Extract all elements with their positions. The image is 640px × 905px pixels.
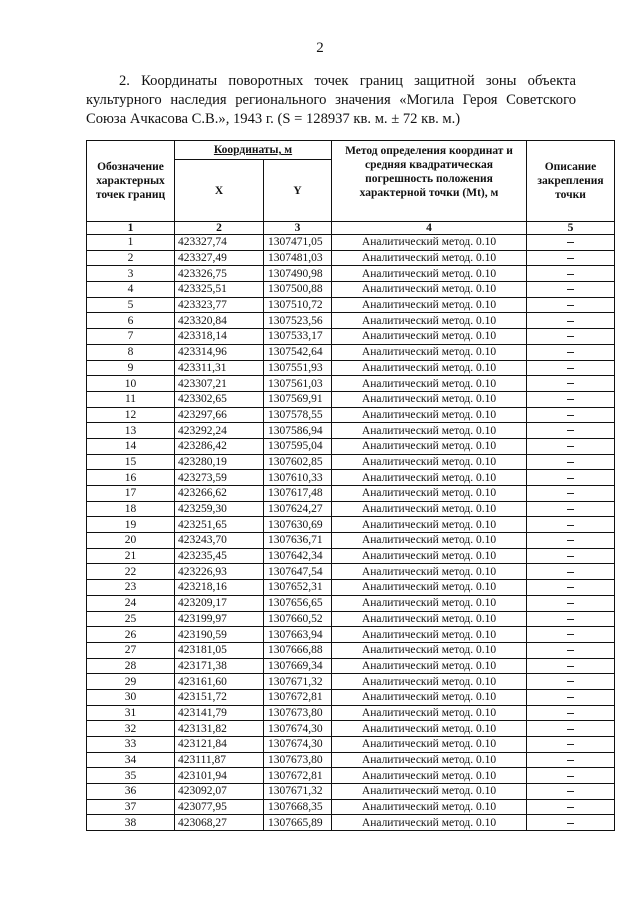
x-coordinate-cell: 423320,84 [175,313,264,329]
dash-mark [567,650,574,651]
table-row [87,799,615,815]
y-coordinate-cell: 1307523,56 [264,313,332,329]
point-number-cell: 28 [87,658,175,674]
x-coordinate-cell: 423199,97 [175,611,264,627]
dash-mark [567,368,574,369]
column-number: 3 [264,222,332,235]
dash-mark [567,776,574,777]
method-cell: Аналитический метод. 0.10 [332,799,527,815]
column-number: 1 [87,222,175,235]
x-coordinate-cell: 423318,14 [175,329,264,345]
table-row [87,658,615,674]
x-coordinate-cell: 423302,65 [175,391,264,407]
description-cell [527,407,615,423]
point-number-cell: 14 [87,438,175,454]
description-cell [527,282,615,298]
description-cell [527,376,615,392]
x-coordinate-cell: 423297,66 [175,407,264,423]
point-number-cell: 2 [87,250,175,266]
table-row [87,250,615,266]
method-cell: Аналитический метод. 0.10 [332,611,527,627]
point-number-cell: 15 [87,454,175,470]
method-cell: Аналитический метод. 0.10 [332,658,527,674]
y-coordinate-cell: 1307652,31 [264,580,332,596]
method-cell: Аналитический метод. 0.10 [332,737,527,753]
x-coordinate-cell: 423092,07 [175,784,264,800]
method-cell: Аналитический метод. 0.10 [332,376,527,392]
x-coordinate-cell: 423280,19 [175,454,264,470]
dash-mark [567,587,574,588]
column-number: 4 [332,222,527,235]
table-row [87,391,615,407]
table-row [87,768,615,784]
x-coordinate-cell: 423311,31 [175,360,264,376]
table-row [87,674,615,690]
method-cell: Аналитический метод. 0.10 [332,391,527,407]
description-cell [527,454,615,470]
description-header: Описание закрепления точки [527,141,615,222]
x-coordinate-cell: 423190,59 [175,627,264,643]
y-coordinate-cell: 1307624,27 [264,501,332,517]
table-row [87,266,615,282]
y-coordinate-cell: 1307561,03 [264,376,332,392]
table-row [87,486,615,502]
dash-mark [567,744,574,745]
dash-mark [567,462,574,463]
table-row [87,329,615,345]
dash-mark [567,760,574,761]
method-cell: Аналитический метод. 0.10 [332,501,527,517]
y-coordinate-cell: 1307586,94 [264,423,332,439]
point-number-cell: 26 [87,627,175,643]
dash-mark [567,383,574,384]
method-cell: Аналитический метод. 0.10 [332,689,527,705]
x-coordinate-cell: 423218,16 [175,580,264,596]
method-cell: Аналитический метод. 0.10 [332,815,527,831]
table-row [87,564,615,580]
method-cell: Аналитический метод. 0.10 [332,595,527,611]
description-cell [527,595,615,611]
method-cell: Аналитический метод. 0.10 [332,407,527,423]
y-coordinate-cell: 1307668,35 [264,799,332,815]
point-number-cell: 13 [87,423,175,439]
dash-mark [567,666,574,667]
dash-mark [567,634,574,635]
method-cell: Аналитический метод. 0.10 [332,721,527,737]
method-cell: Аналитический метод. 0.10 [332,768,527,784]
y-coordinate-cell: 1307673,80 [264,705,332,721]
table-row [87,737,615,753]
table-row [87,642,615,658]
x-coordinate-cell: 423327,74 [175,235,264,251]
dash-mark [567,430,574,431]
description-cell [527,674,615,690]
point-number-cell: 22 [87,564,175,580]
dash-mark [567,274,574,275]
x-coordinate-cell: 423327,49 [175,250,264,266]
description-cell [527,501,615,517]
description-cell [527,344,615,360]
description-cell [527,658,615,674]
point-number-cell: 34 [87,752,175,768]
dash-mark [567,446,574,447]
description-cell [527,235,615,251]
x-coordinate-cell: 423226,93 [175,564,264,580]
point-number-cell: 23 [87,580,175,596]
description-cell [527,642,615,658]
table-row [87,297,615,313]
table-row [87,580,615,596]
point-number-cell: 19 [87,517,175,533]
table-row [87,438,615,454]
dash-mark [567,540,574,541]
point-number-cell: 4 [87,282,175,298]
point-number-cell: 37 [87,799,175,815]
x-coordinate-cell: 423111,87 [175,752,264,768]
point-number-cell: 18 [87,501,175,517]
table-row [87,752,615,768]
description-cell [527,799,615,815]
point-number-cell: 38 [87,815,175,831]
table-row [87,344,615,360]
point-number-cell: 35 [87,768,175,784]
dash-mark [567,791,574,792]
y-coordinate-cell: 1307630,69 [264,517,332,533]
point-number-cell: 6 [87,313,175,329]
dash-mark [567,509,574,510]
table-row [87,235,615,251]
method-cell: Аналитический метод. 0.10 [332,438,527,454]
dash-mark [567,729,574,730]
point-number-cell: 7 [87,329,175,345]
description-cell [527,438,615,454]
y-coordinate-cell: 1307665,89 [264,815,332,831]
description-cell [527,705,615,721]
y-coordinate-cell: 1307666,88 [264,642,332,658]
y-coordinate-cell: 1307471,05 [264,235,332,251]
y-coordinate-cell: 1307673,80 [264,752,332,768]
y-coordinate-cell: 1307663,94 [264,627,332,643]
x-coordinate-cell: 423068,27 [175,815,264,831]
point-number-cell: 8 [87,344,175,360]
dash-mark [567,823,574,824]
method-cell: Аналитический метод. 0.10 [332,250,527,266]
table-row [87,407,615,423]
dash-mark [567,305,574,306]
table-row [87,501,615,517]
x-coordinate-cell: 423323,77 [175,297,264,313]
y-coordinate-cell: 1307578,55 [264,407,332,423]
section-heading: 2. Координаты поворотных точек границ защитной зоны объекта культурного наследия регионального значения «Могила Героя Советского Союза Ачкасова С.В.», 1943 г. (S = 128937 кв. м. ± 72 кв. м.) [86,73,576,127]
table-row [87,360,615,376]
x-coordinate-cell: 423235,45 [175,548,264,564]
x-coordinate-cell: 423273,59 [175,470,264,486]
dash-mark [567,556,574,557]
x-coordinate-cell: 423307,21 [175,376,264,392]
point-number-cell: 5 [87,297,175,313]
point-number-cell: 27 [87,642,175,658]
dash-mark [567,697,574,698]
x-coordinate-cell: 423141,79 [175,705,264,721]
description-cell [527,329,615,345]
dash-mark [567,352,574,353]
table-row [87,517,615,533]
description-cell [527,689,615,705]
dash-mark [567,603,574,604]
x-coordinate-cell: 423266,62 [175,486,264,502]
method-cell: Аналитический метод. 0.10 [332,784,527,800]
x-coordinate-cell: 423251,65 [175,517,264,533]
point-number-cell: 33 [87,737,175,753]
dash-mark [567,807,574,808]
coordinates-table [86,140,615,831]
point-number-cell: 10 [87,376,175,392]
method-cell: Аналитический метод. 0.10 [332,360,527,376]
y-coordinate-cell: 1307672,81 [264,768,332,784]
y-header: Y [264,160,332,222]
x-coordinate-cell: 423209,17 [175,595,264,611]
x-header: X [175,160,264,222]
x-coordinate-cell: 423243,70 [175,533,264,549]
method-cell: Аналитический метод. 0.10 [332,752,527,768]
table-row [87,548,615,564]
method-cell: Аналитический метод. 0.10 [332,533,527,549]
dash-mark [567,478,574,479]
description-cell [527,721,615,737]
dash-mark [567,321,574,322]
method-cell: Аналитический метод. 0.10 [332,470,527,486]
y-coordinate-cell: 1307671,32 [264,674,332,690]
method-cell: Аналитический метод. 0.10 [332,423,527,439]
point-number-cell: 1 [87,235,175,251]
y-coordinate-cell: 1307481,03 [264,250,332,266]
dash-mark [567,258,574,259]
y-coordinate-cell: 1307500,88 [264,282,332,298]
description-cell [527,266,615,282]
description-cell [527,486,615,502]
y-coordinate-cell: 1307551,93 [264,360,332,376]
method-cell: Аналитический метод. 0.10 [332,548,527,564]
description-cell [527,611,615,627]
point-number-cell: 9 [87,360,175,376]
x-coordinate-cell: 423121,84 [175,737,264,753]
method-cell: Аналитический метод. 0.10 [332,282,527,298]
x-coordinate-cell: 423151,72 [175,689,264,705]
description-cell [527,360,615,376]
x-coordinate-cell: 423171,38 [175,658,264,674]
method-cell: Аналитический метод. 0.10 [332,674,527,690]
point-number-cell: 20 [87,533,175,549]
point-number-cell: 11 [87,391,175,407]
method-cell: Аналитический метод. 0.10 [332,235,527,251]
point-number-cell: 12 [87,407,175,423]
description-cell [527,815,615,831]
method-cell: Аналитический метод. 0.10 [332,454,527,470]
x-coordinate-cell: 423101,94 [175,768,264,784]
table-row [87,595,615,611]
table-row [87,815,615,831]
y-coordinate-cell: 1307610,33 [264,470,332,486]
x-coordinate-cell: 423077,95 [175,799,264,815]
y-coordinate-cell: 1307642,34 [264,548,332,564]
description-cell [527,391,615,407]
page-number: 2 [316,40,324,56]
description-cell [527,470,615,486]
method-cell: Аналитический метод. 0.10 [332,297,527,313]
dash-mark [567,399,574,400]
table-row [87,627,615,643]
y-coordinate-cell: 1307602,85 [264,454,332,470]
description-cell [527,313,615,329]
dash-mark [567,289,574,290]
point-id-header: Обозначение характерных точек границ [87,141,175,222]
method-cell: Аналитический метод. 0.10 [332,627,527,643]
method-cell: Аналитический метод. 0.10 [332,313,527,329]
y-coordinate-cell: 1307669,34 [264,658,332,674]
y-coordinate-cell: 1307542,64 [264,344,332,360]
description-cell [527,564,615,580]
description-cell [527,580,615,596]
table-row [87,689,615,705]
method-cell: Аналитический метод. 0.10 [332,344,527,360]
column-number: 2 [175,222,264,235]
point-number-cell: 24 [87,595,175,611]
method-cell: Аналитический метод. 0.10 [332,705,527,721]
method-cell: Аналитический метод. 0.10 [332,266,527,282]
point-number-cell: 17 [87,486,175,502]
point-number-cell: 31 [87,705,175,721]
column-number: 5 [527,222,615,235]
x-coordinate-cell: 423161,60 [175,674,264,690]
x-coordinate-cell: 423314,96 [175,344,264,360]
table-row [87,376,615,392]
description-cell [527,250,615,266]
table-row [87,454,615,470]
dash-mark [567,572,574,573]
dash-mark [567,619,574,620]
description-cell [527,768,615,784]
dash-mark [567,713,574,714]
dash-mark [567,415,574,416]
description-cell [527,752,615,768]
table-row [87,313,615,329]
y-coordinate-cell: 1307569,91 [264,391,332,407]
description-cell [527,737,615,753]
x-coordinate-cell: 423181,05 [175,642,264,658]
description-cell [527,533,615,549]
y-coordinate-cell: 1307510,72 [264,297,332,313]
table-row [87,282,615,298]
y-coordinate-cell: 1307636,71 [264,533,332,549]
y-coordinate-cell: 1307533,17 [264,329,332,345]
y-coordinate-cell: 1307595,04 [264,438,332,454]
y-coordinate-cell: 1307490,98 [264,266,332,282]
description-cell [527,548,615,564]
y-coordinate-cell: 1307671,32 [264,784,332,800]
method-cell: Аналитический метод. 0.10 [332,517,527,533]
dash-mark [567,242,574,243]
point-number-cell: 21 [87,548,175,564]
y-coordinate-cell: 1307656,65 [264,595,332,611]
description-cell [527,627,615,643]
table-row [87,423,615,439]
y-coordinate-cell: 1307660,52 [264,611,332,627]
x-coordinate-cell: 423326,75 [175,266,264,282]
y-coordinate-cell: 1307674,30 [264,737,332,753]
method-cell: Аналитический метод. 0.10 [332,642,527,658]
point-number-cell: 30 [87,689,175,705]
description-cell [527,423,615,439]
dash-mark [567,681,574,682]
table-row [87,784,615,800]
table-row [87,470,615,486]
table-row [87,533,615,549]
point-number-cell: 32 [87,721,175,737]
method-cell: Аналитический метод. 0.10 [332,329,527,345]
y-coordinate-cell: 1307647,54 [264,564,332,580]
table-row [87,611,615,627]
y-coordinate-cell: 1307672,81 [264,689,332,705]
table-row [87,705,615,721]
method-cell: Аналитический метод. 0.10 [332,564,527,580]
point-number-cell: 16 [87,470,175,486]
point-number-cell: 25 [87,611,175,627]
dash-mark [567,525,574,526]
x-coordinate-cell: 423286,42 [175,438,264,454]
description-cell [527,784,615,800]
x-coordinate-cell: 423292,24 [175,423,264,439]
x-coordinate-cell: 423325,51 [175,282,264,298]
dash-mark [567,336,574,337]
description-cell [527,517,615,533]
table-row [87,721,615,737]
y-coordinate-cell: 1307617,48 [264,486,332,502]
method-header: Метод определения координат и средняя квадратическая погрешность положения характерной точки (Mt), м [332,141,527,222]
point-number-cell: 3 [87,266,175,282]
point-number-cell: 29 [87,674,175,690]
coordinates-header: Координаты, м [175,141,332,160]
dash-mark [567,493,574,494]
method-cell: Аналитический метод. 0.10 [332,486,527,502]
y-coordinate-cell: 1307674,30 [264,721,332,737]
description-cell [527,297,615,313]
table-body [87,235,615,831]
point-number-cell: 36 [87,784,175,800]
x-coordinate-cell: 423131,82 [175,721,264,737]
method-cell: Аналитический метод. 0.10 [332,580,527,596]
x-coordinate-cell: 423259,30 [175,501,264,517]
